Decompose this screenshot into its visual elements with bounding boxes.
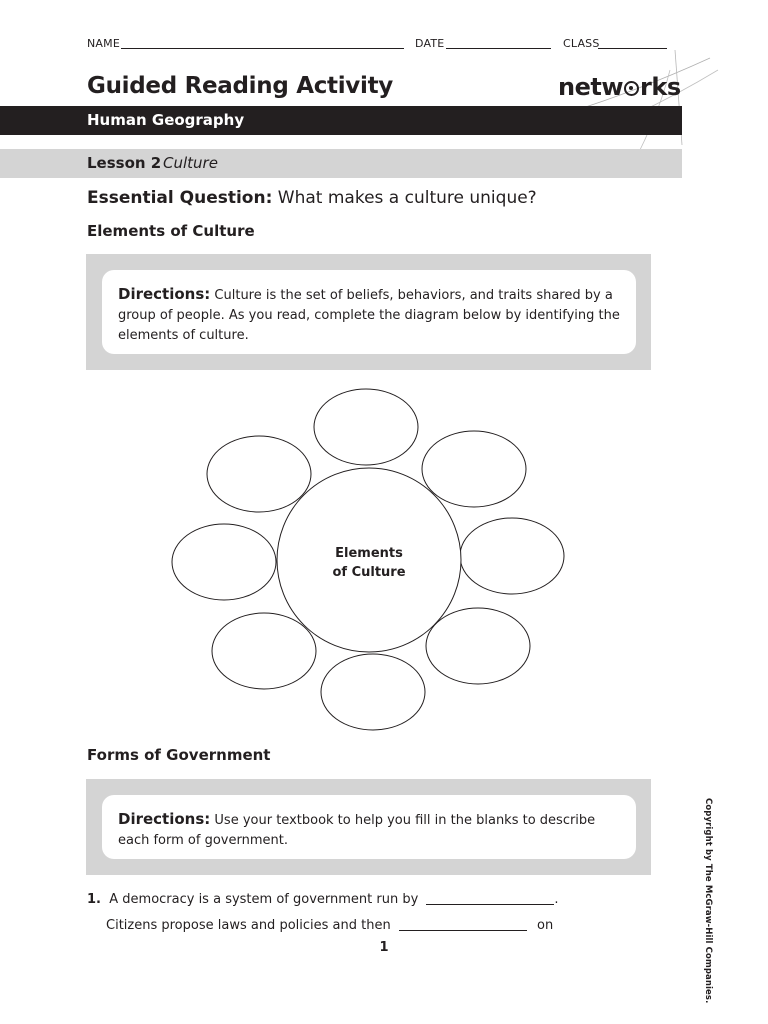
question-number: 1.	[87, 892, 101, 907]
unit-title: Human Geography	[87, 111, 245, 129]
blank-bubble-upper-left[interactable]	[207, 436, 311, 512]
essential-question-text: What makes a culture unique?	[277, 188, 537, 208]
blank-bubble-left[interactable]	[172, 524, 276, 600]
question-1	[87, 892, 559, 907]
logo-text-start: netw	[558, 73, 624, 101]
blank-bubble-upper-right[interactable]	[422, 431, 526, 507]
lesson-topic: Culture	[163, 154, 218, 172]
directions-label: Directions:	[118, 285, 211, 303]
logo-text-end: rks	[640, 73, 681, 101]
page-number: 1	[379, 940, 389, 955]
question-text: A democracy is a system of government run by	[109, 892, 419, 907]
blank-bubble-lower-left[interactable]	[212, 613, 316, 689]
question-text: Citizens propose laws and policies and then	[106, 918, 391, 933]
center-label-line1: Elements	[335, 546, 403, 561]
section-title-elements: Elements of Culture	[87, 222, 255, 240]
unit-bar	[0, 106, 682, 135]
directions-text: Culture is the set of beliefs, behaviors, and traits shared by a group of people. As you read, complete the diagram below by identifying the elements of culture.	[118, 288, 620, 343]
date-field[interactable]	[446, 48, 551, 49]
name-field[interactable]	[121, 48, 404, 49]
blank-bubble-bottom[interactable]	[321, 654, 425, 730]
blank-bubble-right[interactable]	[460, 518, 564, 594]
directions-panel-1	[102, 270, 636, 354]
essential-question	[87, 188, 537, 208]
directions-label: Directions:	[118, 810, 211, 828]
blank-bubble-top[interactable]	[314, 389, 418, 465]
question-text-end: on	[536, 918, 554, 933]
question-text-end: .	[554, 892, 559, 907]
logo-o-icon	[624, 81, 639, 96]
directions-box-1	[86, 254, 651, 370]
name-label: NAME	[87, 37, 120, 50]
blank-bubble-lower-right[interactable]	[426, 608, 530, 684]
center-label-line2: of Culture	[332, 565, 406, 580]
page-title: Guided Reading Activity	[87, 73, 393, 99]
class-field[interactable]	[598, 48, 667, 49]
directions-panel-2	[102, 795, 636, 859]
class-label: CLASS	[563, 37, 600, 50]
directions-text: Use your textbook to help you fill in the blanks to describe each form of government.	[118, 813, 596, 848]
copyright-notice: Copyright by The McGraw-Hill Companies.	[703, 798, 713, 1004]
logo-swoosh-decoration	[560, 50, 720, 155]
answer-blank[interactable]	[399, 930, 527, 931]
date-label: DATE	[415, 37, 445, 50]
essential-question-label: Essential Question:	[87, 188, 273, 208]
directions-box-2	[86, 779, 651, 875]
question-1-continued	[106, 918, 553, 933]
section-title-government: Forms of Government	[87, 746, 271, 764]
lesson-bar	[0, 149, 682, 178]
networks-logo	[558, 73, 681, 101]
elements-of-culture-diagram	[160, 380, 580, 740]
lesson-label: Lesson 2	[87, 154, 162, 172]
answer-blank[interactable]	[426, 904, 554, 905]
